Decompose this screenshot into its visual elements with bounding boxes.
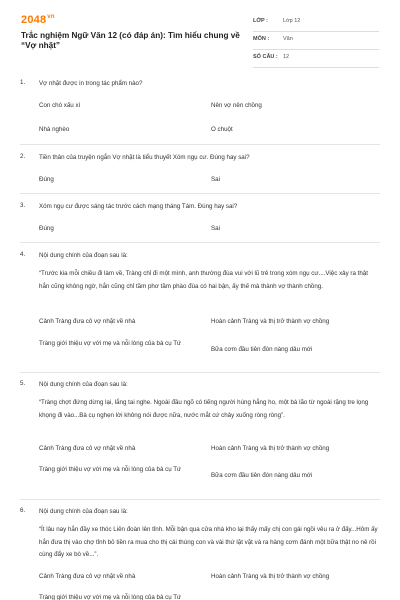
header — [0, 0, 400, 70]
question-text: Vợ nhặt được in trong tác phẩm nào? — [39, 80, 143, 87]
meta-table — [253, 14, 379, 68]
question-passage: “Ít lâu nay hắn đầy xe thóc Liên đoàn lên tỉnh. Mỗi bận qua cửa nhà kho lại thấy mấy chị con gái ngồi vêu ra ở đấy...Hôm ấy hắn đưa thị vào chợ tỉnh bỏ tiền ra mua cho thị cái thúng con và vài thứ lặt vặt và ra hàng cơm đánh một bữa thật no nê rồi cùng đẩy xe bò về...”. — [39, 526, 378, 558]
option-b[interactable]: Sai — [211, 176, 220, 183]
question-text: Nội dung chính của đoạn sau là: — [39, 508, 128, 515]
meta-key: SỐ CÂU : — [253, 54, 278, 60]
option-d[interactable]: O chuột — [211, 126, 233, 133]
question-number: 2. — [20, 153, 26, 160]
option-a[interactable]: Đúng — [39, 176, 54, 183]
option-b[interactable]: Hoàn cảnh Tràng và thị trở thành vợ chồng — [211, 318, 330, 325]
question-text: Tiền thân của truyện ngắn Vợ nhặt là tiểu thuyết Xóm ngụ cư. Đúng hay sai? — [39, 154, 250, 161]
meta-value: 12 — [283, 54, 290, 60]
option-b[interactable]: Sai — [211, 225, 220, 232]
option-d[interactable]: Bữa cơm đầu tiên đón nàng dâu mới — [211, 346, 313, 353]
question-number: 4. — [20, 251, 26, 258]
brand-name: 2048 — [21, 14, 47, 26]
question-number: 1. — [20, 79, 26, 86]
meta-key: MÔN : — [253, 36, 270, 42]
option-b[interactable]: Hoàn cảnh Tràng và thị trở thành vợ chồng — [211, 445, 330, 452]
question-text: Nội dung chính của đoạn sau là: — [39, 252, 128, 259]
option-c[interactable]: Tràng giới thiệu vợ với mẹ và nỗi lòng của bà cụ Tứ — [39, 466, 182, 473]
divider — [20, 242, 380, 243]
brand-suffix: vn — [47, 14, 55, 20]
option-d[interactable]: Bữa cơm đầu tiên đón nàng dâu mới — [211, 472, 313, 479]
option-a[interactable]: Cảnh Tràng đưa cô vợ nhặt về nhà — [39, 573, 136, 580]
question-passage: “Trước kia mỗi chiều đi làm về, Tràng chỉ đi một mình, anh thường đùa vui với lũ trẻ trong xóm ngụ cư....Việc xảy ra thật hắn cũng không ngờ, hắn cũng chỉ tầm phơ tầm phào đùa có hai bận, ấy thế mà thành vợ thành chồng. — [39, 270, 368, 290]
option-c[interactable]: Tràng giới thiệu vợ với mẹ và nỗi lòng của bà cụ Tứ — [39, 340, 182, 347]
option-a[interactable]: Con chó xấu xí — [39, 102, 81, 109]
divider — [20, 193, 380, 194]
meta-row-class — [253, 14, 379, 32]
page-title: Trắc nghiệm Ngữ Văn 12 (có đáp án): Tìm hiểu chung về “Vợ nhặt” — [21, 31, 240, 50]
option-c[interactable]: Tràng giới thiệu vợ với mẹ và nỗi lòng của bà cụ Tứ — [39, 594, 182, 600]
option-a[interactable]: Đúng — [39, 225, 54, 232]
question-number: 6. — [20, 507, 26, 514]
brand-logo[interactable] — [21, 14, 55, 26]
question-number: 3. — [20, 202, 26, 209]
meta-key: LỚP : — [253, 18, 268, 24]
divider — [20, 144, 380, 145]
meta-row-count — [253, 50, 379, 68]
divider — [20, 499, 380, 500]
option-a[interactable]: Cảnh Tràng đưa cô vợ nhặt về nhà — [39, 318, 136, 325]
meta-value: Văn — [283, 36, 293, 42]
meta-value: Lớp 12 — [283, 18, 301, 24]
option-c[interactable]: Nhà nghèo — [39, 126, 70, 133]
question-number: 5. — [20, 380, 26, 387]
option-b[interactable]: Nên vợ nên chồng — [211, 102, 262, 109]
meta-row-subject — [253, 32, 379, 50]
question-text: Nội dung chính của đoạn sau là: — [39, 381, 128, 388]
question-passage: “Tràng chợt đứng dừng lại, lắng tai nghe. Ngoài đầu ngõ có tiếng người húng hắng ho, một bà lão từ ngoài rặng tre lọng khọng đi vào...Bà cụ nghẹn lời không nói được nữa, nước mắt cứ chảy xuống ròng ròng”. — [39, 399, 369, 419]
option-b[interactable]: Hoàn cảnh Tràng và thị trở thành vợ chồng — [211, 573, 330, 580]
divider — [20, 372, 380, 373]
question-text: Xóm ngụ cư được sáng tác trước cách mạng tháng Tám. Đúng hay sai? — [39, 203, 238, 210]
option-a[interactable]: Cảnh Tràng đưa cô vợ nhặt về nhà — [39, 445, 136, 452]
